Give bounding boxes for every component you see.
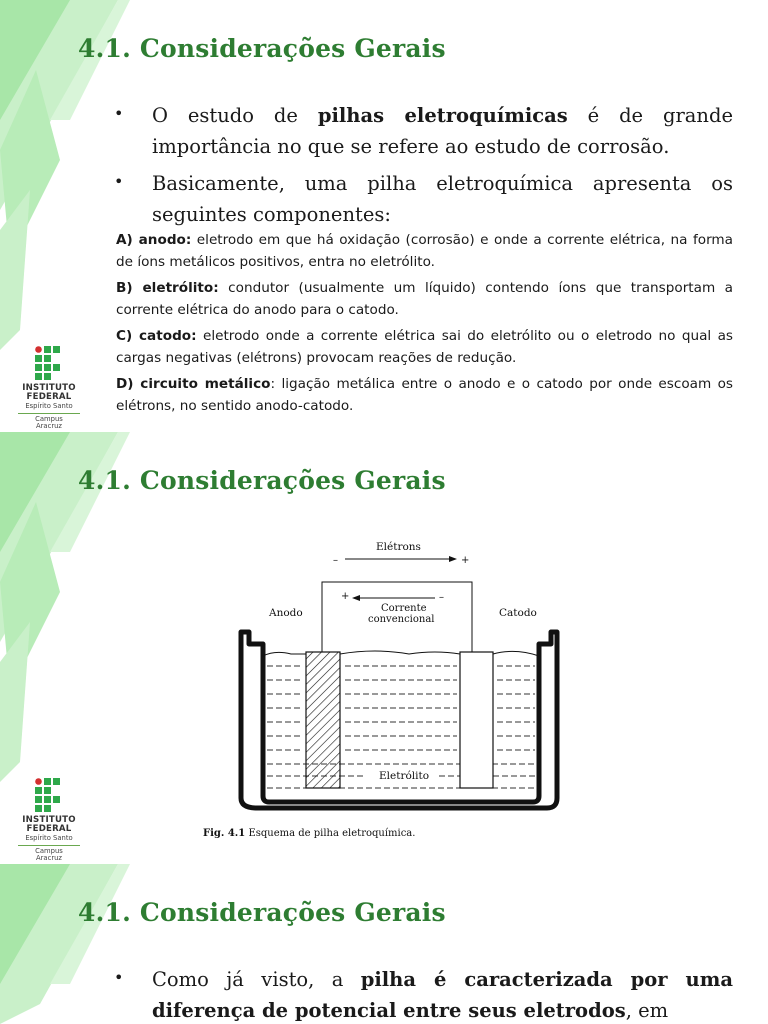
electrons-minus-sign: –	[333, 555, 338, 566]
bullet-item: • Como já visto, a pilha é caracterizada por uma diferença de potencial entre seus eletrodos, em	[114, 964, 733, 1024]
slide-title: 4.1. Considerações Gerais	[78, 34, 446, 63]
definition-anode: A) anodo: eletrodo em que há oxidação (corrosão) e onde a corrente elétrica, na forma de íons metálicos positivos, entra no eletrólito.	[116, 232, 733, 270]
current-arrowhead-icon	[352, 595, 360, 601]
component-definitions	[116, 229, 733, 421]
electrolyte-label: Eletrólito	[379, 770, 430, 782]
bullet-item: • O estudo de pilhas eletroquímicas é de grande importância no que se refere ao estudo de corrosão.	[114, 100, 733, 162]
bullet-dot-icon: •	[114, 172, 124, 191]
figure-caption: Fig. 4.1 Esquema de pilha eletroquímica.	[203, 828, 416, 839]
current-label-line2: convencional	[368, 614, 435, 625]
electron-arrowhead-icon	[449, 556, 457, 562]
definition-metallic-circuit: D) circuito metálico: ligação metálica entre o anodo e o catodo por onde escoam os elétrons, no sentido anodo-catodo.	[116, 376, 734, 414]
current-plus-sign: +	[341, 591, 350, 602]
institute-logo: INSTITUTO FEDERAL Espírito Santo Campus Aracruz	[18, 346, 80, 430]
bullet-dot-icon: •	[114, 104, 124, 123]
cathode-label: Catodo	[499, 607, 537, 619]
cathode-electrode	[460, 652, 493, 788]
institute-logo-icon	[35, 778, 63, 812]
slide-1	[0, 0, 768, 432]
electrons-plus-sign: +	[461, 555, 470, 566]
slide-title: 4.1. Considerações Gerais	[78, 898, 446, 927]
slide-title: 4.1. Considerações Gerais	[78, 466, 446, 495]
bullet-dot-icon: •	[114, 968, 124, 987]
current-label-line1: Corrente	[381, 603, 427, 614]
electrochemical-cell-diagram	[195, 532, 585, 848]
institute-logo-icon	[35, 346, 63, 380]
electrons-label: Elétrons	[376, 541, 421, 553]
definition-electrolyte: B) eletrólito: condutor (usualmente um líquido) contendo íons que transportam a corrente elétrica do anodo para o catodo.	[116, 280, 733, 318]
institute-logo: INSTITUTO FEDERAL Espírito Santo Campus Aracruz	[18, 778, 80, 862]
slide-2	[0, 432, 768, 864]
definition-cathode: C) catodo: eletrodo onde a corrente elétrica sai do eletrólito ou o eletrodo no qual as cargas negativas (elétrons) provocam reações de redução.	[116, 328, 733, 366]
anode-electrode	[306, 652, 340, 788]
anode-label: Anodo	[269, 607, 303, 619]
slide-3	[0, 864, 768, 1024]
bullet-item: • Basicamente, uma pilha eletroquímica apresenta os seguintes componentes:	[114, 168, 733, 230]
bullet-list	[114, 100, 733, 236]
bullet-list	[114, 964, 733, 1024]
electrolyte-surface	[263, 651, 539, 656]
current-minus-sign: –	[439, 592, 444, 603]
